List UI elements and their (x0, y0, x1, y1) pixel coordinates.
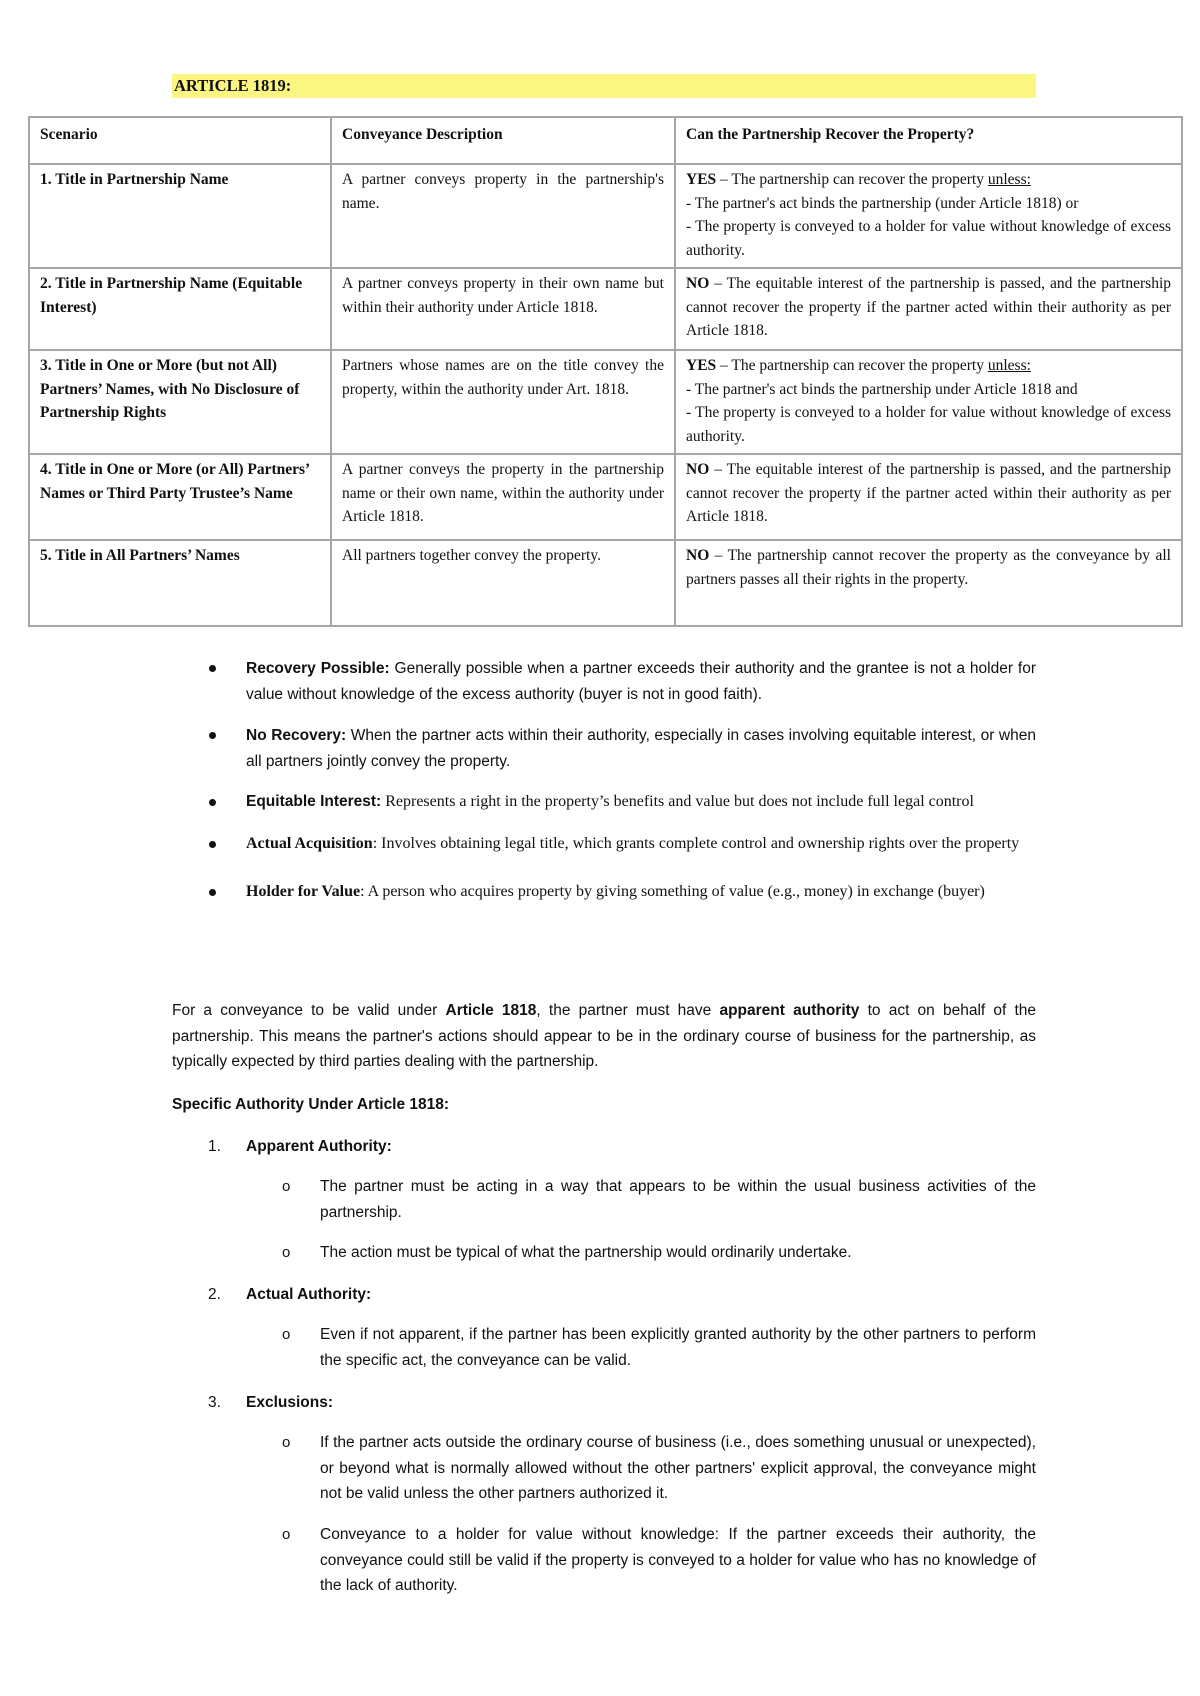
circle-bullet-icon: o (282, 1244, 291, 1261)
answer-lead: – The partnership can recover the property (716, 171, 988, 188)
sub-item-text: Even if not apparent, if the partner has been explicitly granted authority by the other partners to perform the specific act, the conveyance can be valid. (320, 1326, 1036, 1369)
sub-list-item (282, 1174, 1036, 1225)
sub-list-item (282, 1430, 1036, 1507)
answer-cell (675, 350, 1182, 454)
table-header-row (29, 117, 1182, 164)
answer-underlined: unless: (987, 357, 1031, 374)
description-cell: All partners together convey the property. (331, 540, 675, 626)
item-title: Exclusions: (246, 1394, 333, 1411)
bullet-text: Represents a right in the property’s benefits and value but does not include full legal control (381, 793, 974, 810)
list-item (206, 832, 1036, 856)
description-cell: A partner conveys property in their own name but within their authority under Article 1818. (331, 268, 675, 350)
table-row (29, 164, 1182, 268)
verdict: YES (686, 357, 717, 374)
bullet-text: Generally possible when a partner exceeds their authority and the grantee is not a holder for value without knowledge of the excess authority (buyer is not in good faith). (246, 660, 1036, 703)
article-1818-paragraph (172, 998, 1036, 1075)
column-header-recovery: Can the Partnership Recover the Property? (675, 117, 1182, 164)
verdict: NO (686, 275, 710, 292)
table-row (29, 540, 1182, 626)
sub-item-text: Conveyance to a holder for value without knowledge: If the partner exceeds their authority, the conveyance could still be valid if the property is conveyed to a holder for value who has no knowledge of the lack of authority. (320, 1526, 1036, 1594)
authority-item-apparent (208, 1134, 392, 1160)
scenario-cell: 5. Title in All Partners’ Names (29, 540, 331, 626)
column-header-description: Conveyance Description (331, 117, 675, 164)
answer-line: - The property is conveyed to a holder for value without knowledge of excess authority. (686, 218, 1171, 259)
bullet-icon (209, 841, 216, 848)
bullet-term: No Recovery: (246, 727, 347, 744)
paragraph-text: to act on behalf of the partnership. This means the partner's actions should appear to be in the ordinary course of business for the partnership, as typically expected by third parties dealing with the partnership. (172, 1002, 1037, 1070)
circle-bullet-icon: o (282, 1178, 291, 1195)
list-item (206, 656, 1036, 707)
scenario-cell: 1. Title in Partnership Name (29, 164, 331, 268)
answer-lead: – The equitable interest of the partnership is passed, and the partnership cannot recover the property if the partner acted within their authority as per Article 1818. (686, 275, 1171, 339)
circle-bullet-icon: o (282, 1434, 291, 1451)
sub-item-text: If the partner acts outside the ordinary course of business (i.e., does something unusual or unexpected), or beyond what is normally allowed without the other partners' explicit approval, the conveyance might not be valid unless the other partners authorized it. (320, 1434, 1036, 1502)
answer-lead: – The partnership can recover the property (716, 357, 988, 374)
scenario-cell: 4. Title in One or More (or All) Partners’ Names or Third Party Trustee’s Name (29, 454, 331, 540)
authority-item-exclusions (208, 1390, 333, 1416)
bullet-icon (209, 889, 216, 896)
verdict: NO (686, 547, 710, 564)
bullet-term: Equitable Interest: (246, 793, 382, 810)
sub-list-item (282, 1322, 1036, 1373)
circle-bullet-icon: o (282, 1326, 291, 1343)
list-item (206, 723, 1036, 774)
table-row (29, 454, 1182, 540)
answer-line: - The partner's act binds the partnership under Article 1818 and (686, 380, 1078, 398)
scenario-cell: 2. Title in Partnership Name (Equitable Interest) (29, 268, 331, 350)
answer-line: - The partner's act binds the partnership (under Article 1818) or (686, 194, 1079, 212)
paragraph-bold: apparent authority (719, 1002, 860, 1019)
answer-line: - The property is conveyed to a holder for value without knowledge of excess authority. (686, 404, 1171, 445)
item-number: 1. (208, 1138, 221, 1155)
bullet-text: When the partner acts within their authority, especially in cases involving equitable interest, or when all partners jointly convey the property. (246, 727, 1036, 770)
bullet-term: Actual Acquisition (246, 835, 373, 852)
description-cell: Partners whose names are on the title convey the property, within the authority under Art. 1818. (331, 350, 675, 454)
section-title: Specific Authority Under Article 1818: (172, 1096, 450, 1113)
bullet-text: : A person who acquires property by giving something of value (e.g., money) in exchange (buyer) (360, 883, 985, 900)
answer-lead: – The equitable interest of the partnership is passed, and the partnership cannot recover the property if the partner acted within their authority as per Article 1818. (686, 461, 1171, 525)
bullet-term: Recovery Possible: (246, 660, 390, 677)
article-heading: ARTICLE 1819: (172, 74, 1036, 98)
bullet-term: Holder for Value (246, 883, 361, 900)
column-header-scenario: Scenario (29, 117, 331, 164)
circle-bullet-icon: o (282, 1526, 291, 1543)
verdict: NO (686, 461, 710, 478)
bullet-icon (209, 732, 216, 739)
table-row (29, 350, 1182, 454)
table-row (29, 268, 1182, 350)
sub-item-text: The action must be typical of what the partnership would ordinarily undertake. (320, 1244, 852, 1261)
answer-cell (675, 454, 1182, 540)
verdict: YES (686, 171, 717, 188)
sub-list-item (282, 1522, 1036, 1599)
answer-cell (675, 268, 1182, 350)
answer-underlined: unless: (987, 171, 1031, 188)
paragraph-bold: Article 1818 (445, 1002, 537, 1019)
scenario-cell: 3. Title in One or More (but not All) Partners’ Names, with No Disclosure of Partnership Rights (29, 350, 331, 454)
list-item (206, 880, 1036, 904)
list-item (206, 790, 1036, 814)
description-cell: A partner conveys property in the partnership's name. (331, 164, 675, 268)
item-title: Actual Authority: (246, 1286, 372, 1303)
summary-bullet-list (206, 656, 1036, 904)
bullet-icon (209, 799, 216, 806)
item-number: 2. (208, 1286, 221, 1303)
sub-list-item (282, 1240, 1036, 1266)
answer-lead: – The partnership cannot recover the property as the conveyance by all partners passes all their rights in the property. (686, 547, 1171, 588)
bullet-icon (209, 665, 216, 672)
description-cell: A partner conveys the property in the partnership name or their own name, within the authority under Article 1818. (331, 454, 675, 540)
sub-item-text: The partner must be acting in a way that appears to be within the usual business activities of the partnership. (320, 1178, 1036, 1221)
authority-item-actual (208, 1282, 371, 1308)
paragraph-text: , the partner must have (536, 1002, 720, 1019)
answer-cell (675, 540, 1182, 626)
item-number: 3. (208, 1394, 221, 1411)
article-table (28, 116, 1183, 627)
item-title: Apparent Authority: (246, 1138, 392, 1155)
answer-cell (675, 164, 1182, 268)
bullet-text: : Involves obtaining legal title, which grants complete control and ownership rights over the property (372, 835, 1020, 852)
paragraph-text: For a conveyance to be valid under (172, 1002, 446, 1019)
